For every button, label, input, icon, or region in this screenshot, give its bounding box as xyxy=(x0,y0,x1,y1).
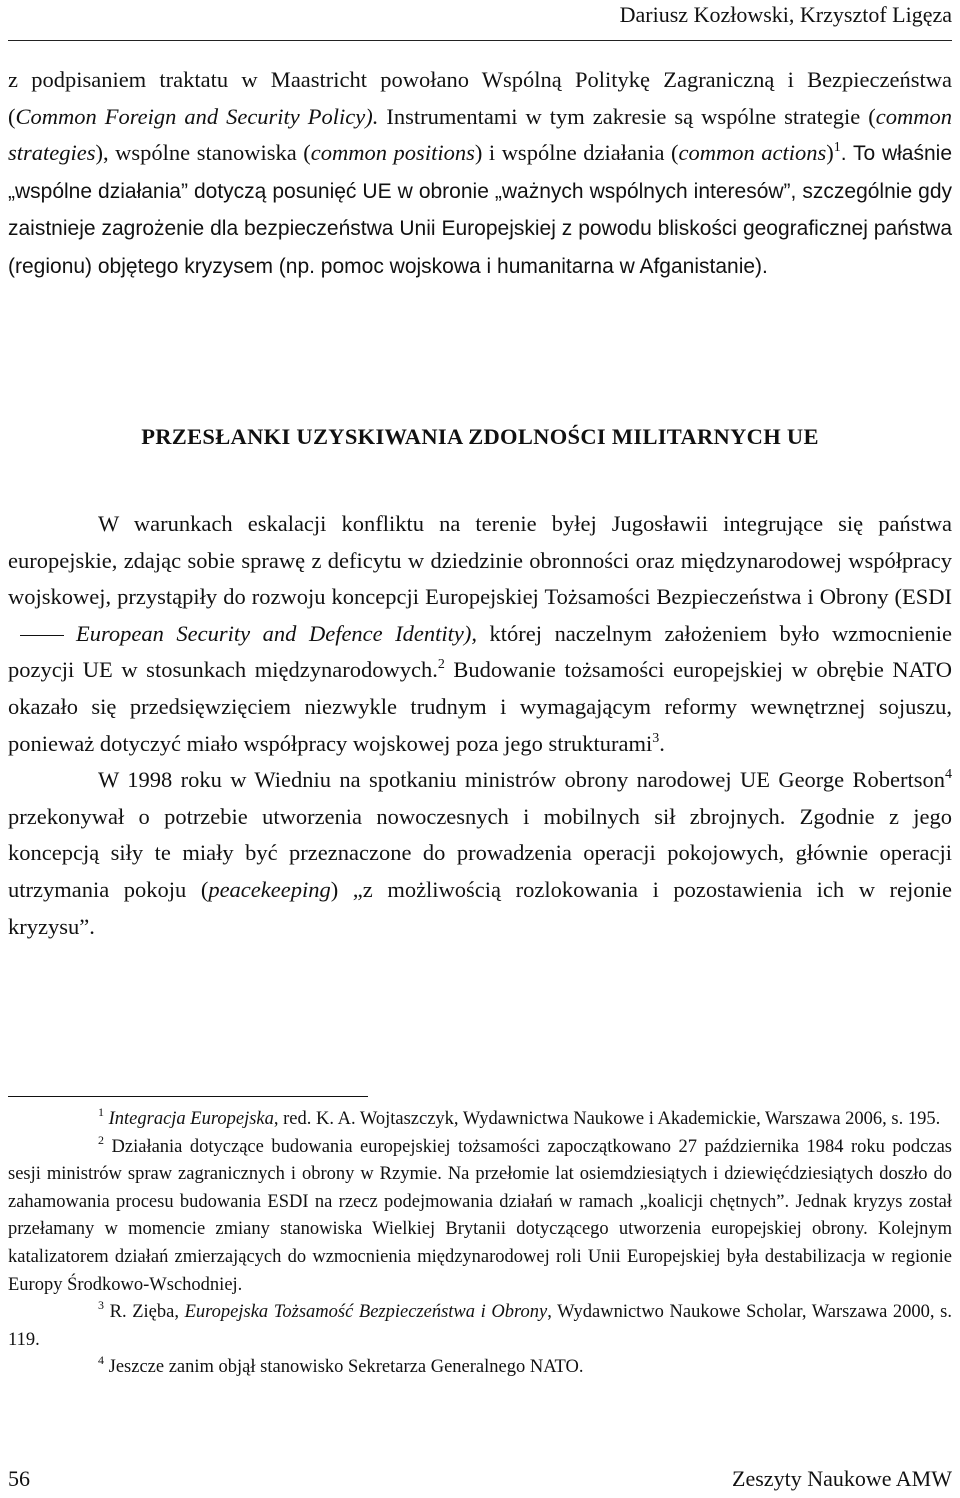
intro-text-5: ) xyxy=(826,140,834,166)
footnote-2-number: 2 xyxy=(98,1132,104,1147)
p2-text-c: ) „z możliwością rozlokowania i pozostawienia ich w rejonie kryzysu”. xyxy=(8,876,952,939)
footnote-1 xyxy=(8,1106,952,1134)
footnote-1-text: , red. K. A. Wojtaszczyk, Wydawnictwa Naukowe i Akademickie, Warszawa 2006, s. 195. xyxy=(273,1109,941,1129)
footnote-4 xyxy=(8,1354,952,1382)
intro-text-4: ) i wspólne działania ( xyxy=(474,140,679,166)
section-body xyxy=(8,506,952,945)
intro-text-6: . To właśnie „wspólne działania” dotyczą posunięć UE w obronie „ważnych wspólnych interesów”, szczególnie gdy zaistnieje zagrożenie dla bezpieczeństwa Unii Europejskiej z powodu bliskości geograficznej państwa (regionu) objętego kryzysem (np. pomoc wojskowa i humanitarna w Afganistanie). xyxy=(8,142,953,278)
footnote-1-number: 1 xyxy=(98,1105,104,1119)
footnote-3 xyxy=(8,1299,952,1354)
section-heading: PRZESŁANKI UZYSKIWANIA ZDOLNOŚCI MILITARNYCH UE xyxy=(141,424,819,449)
intro-italic-4: common actions xyxy=(678,140,827,166)
section-paragraph-1 xyxy=(8,506,952,762)
p1-italic: European Security and Defence Identity), xyxy=(76,620,478,646)
footnote-3-number: 3 xyxy=(98,1298,104,1313)
p1-text-c: Budowanie tożsamości europejskiej w obrębie NATO okazało się przedsięwzięciem niezwykle trudnym i wymagającym reformy wewnętrznej sojuszu, ponieważ dotyczyć miało współpracy wojskowej poza jego strukturami xyxy=(8,657,952,756)
footnote-3-text: , Wydawnictwo Naukowe Scholar, Warszawa 2000, s. 119. xyxy=(8,1302,952,1350)
em-dash xyxy=(20,635,64,636)
footnotes xyxy=(8,1106,952,1382)
intro-text-3: ), wspólne stanowiska ( xyxy=(95,140,311,166)
footnote-2-text: Działania dotyczące budowania europejskiej tożsamości zapoczątkowano 27 października 1984 roku podczas sesji ministrów spraw zagranicznych i obrony w Rzymie. Na przełomie lat osiemdziesiątych i dziewięćdziesiątych doszło do zahamowania procesu budowania ESDI na rzecz podejmowania działań w ramach „koalicji chętnych”. Jednak kryzys został przełamany w momencie zmiany stanowiska Wielkiej Brytanii dotyczącego utworzenia europejskiej obrony. Kolejnym katalizatorem działań zmierzających do wzmocnienia międzynarodowej roli Unii Europejskiej była destabilizacja w regionie Europy Środkowo-Wschodniej. xyxy=(8,1136,952,1295)
footnote-3-italic: Europejska Tożsamość Bezpieczeństwa i Obrony xyxy=(184,1302,548,1323)
intro-italic-2: common strategies xyxy=(8,103,952,166)
footnote-4-number: 4 xyxy=(98,1353,104,1368)
p2-text-a: W 1998 roku w Wiedniu na spotkaniu ministrów obrony narodowej UE George Robertson xyxy=(98,767,945,793)
p2-italic: peacekeeping xyxy=(208,876,331,902)
footnote-ref-4: 4 xyxy=(945,767,952,783)
journal-name: Zeszyty Naukowe AMW xyxy=(732,1466,952,1491)
intro-text-1: z podpisaniem traktatu w Maastricht powołano Wspólną Politykę Zagraniczną i Bezpieczeństwa ( xyxy=(8,67,952,129)
p2-text-b: przekonywał o potrzebie utworzenia nowoczesnych i mobilnych sił zbrojnych. Zgodnie z jego koncepcją siły te miały być przeznaczone do prowadzenia operacji pokojowych, głównie operacji utrzymania pokoju ( xyxy=(8,803,952,902)
footnote-4-text: Jeszcze zanim objął stanowisko Sekretarza Generalnego NATO. xyxy=(108,1357,584,1378)
section-paragraph-2 xyxy=(8,762,952,945)
running-header xyxy=(8,0,952,41)
p1-text-a: W warunkach eskalacji konfliktu na terenie byłej Jugosławii integrujące się państwa europejskie, zdając sobie sprawę z deficytu w dziedzinie obronności oraz międzynarodowej współpracy wojskowej, przystąpiły do rozwoju koncepcji Europejskiej Tożsamości Bezpieczeństwa i Obrony (ESDI xyxy=(8,511,952,610)
p1-text-b: której naczelnym założeniem było wzmocnienie pozycji UE w stosunkach międzynarodowych. xyxy=(8,620,952,683)
footnote-ref-3: 3 xyxy=(652,730,660,746)
footnote-1-italic: Integracja Europejska xyxy=(108,1109,274,1129)
intro-paragraph-container xyxy=(8,62,952,286)
header-authors: Dariusz Kozłowski, Krzysztof Ligęza xyxy=(619,2,952,27)
intro-italic-3: common positions xyxy=(310,140,475,166)
intro-italic-1: Common Foreign and Security Policy). xyxy=(15,103,379,129)
footnote-ref-1: 1 xyxy=(833,140,841,156)
intro-paragraph xyxy=(8,62,952,286)
footnote-3-author: R. Zięba, xyxy=(109,1302,185,1323)
footnote-2 xyxy=(8,1134,952,1300)
footnote-divider xyxy=(8,1096,368,1097)
p1-text-d: . xyxy=(659,730,665,756)
footnote-ref-2: 2 xyxy=(437,657,445,673)
intro-text-2: Instrumentami w tym zakresie są wspólne strategie ( xyxy=(378,103,876,129)
page-number: 56 xyxy=(8,1466,30,1491)
